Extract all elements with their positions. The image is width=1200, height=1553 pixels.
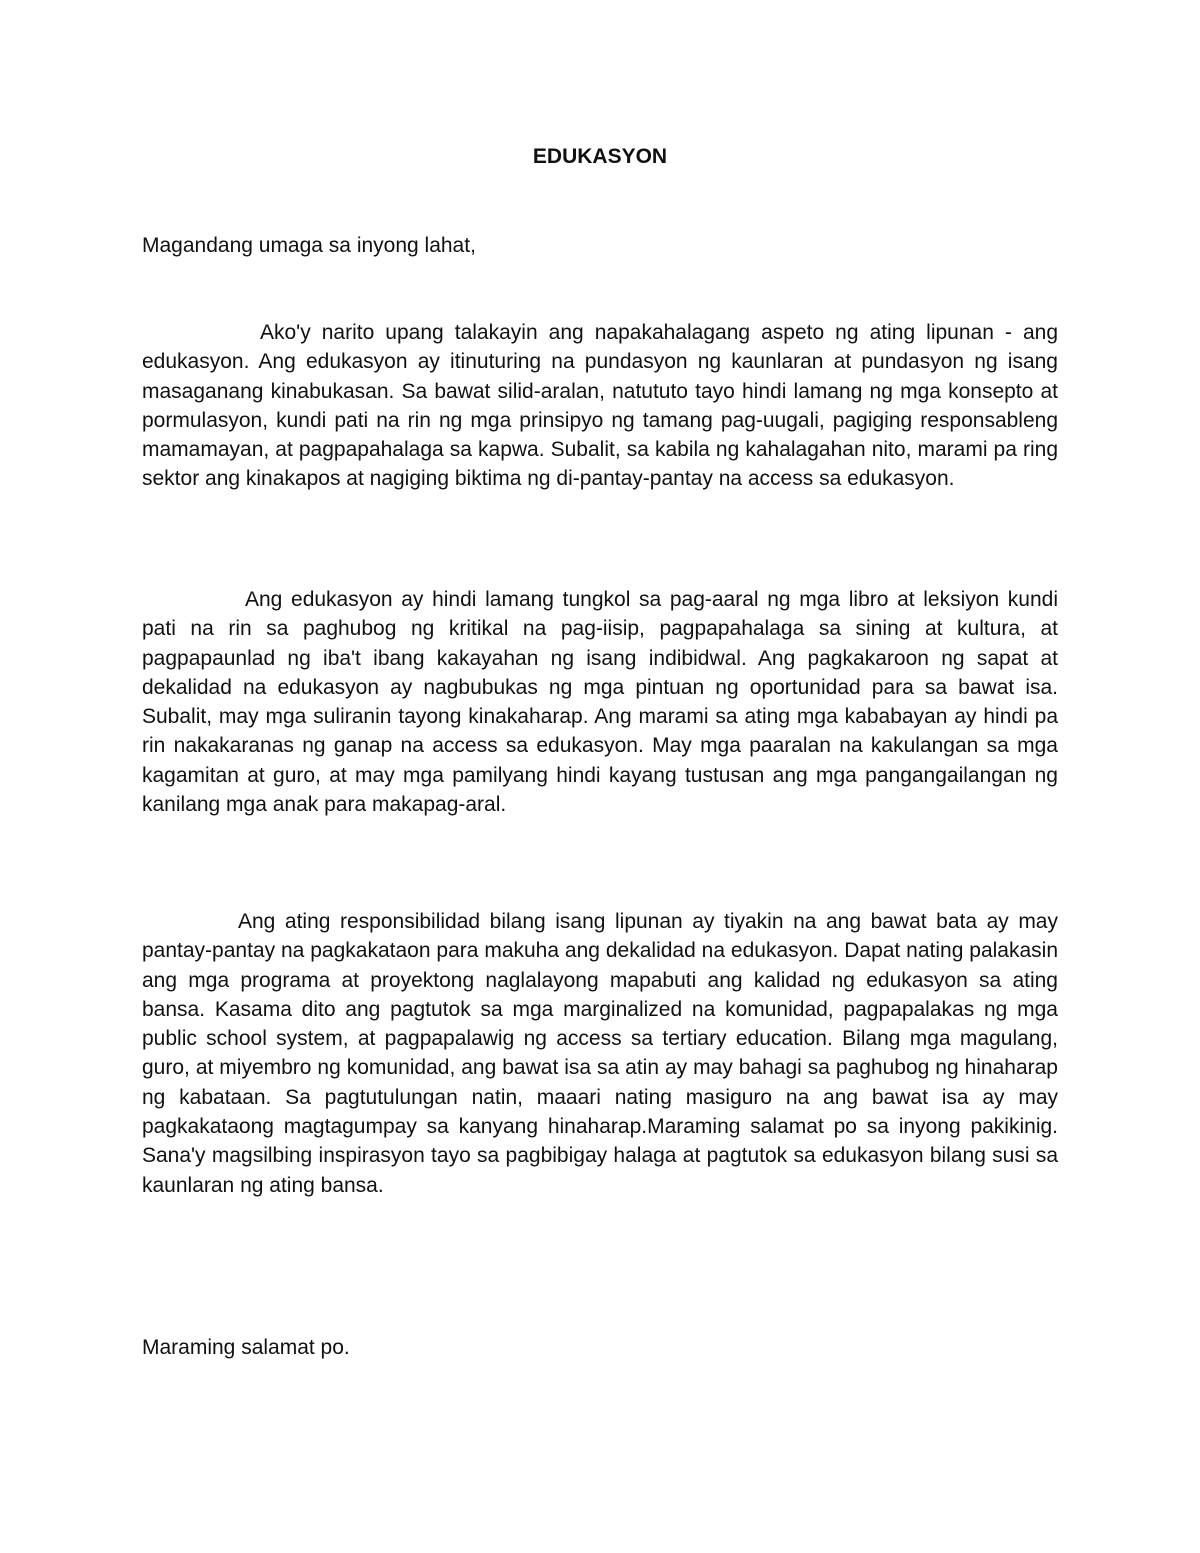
paragraph-2: Ang edukasyon ay hindi lamang tungkol sa pag-aaral ng mga libro at leksiyon kundi pati na rin sa paghubog ng kritikal na pag-iisip, pagpapahalaga sa sining at kultura, at pagpapaunlad ng iba't ibang kakayahan ng isang indibidwal. Ang pagkakaroon ng sapat at dekalidad na edukasyon ay nagbubukas ng mga pintuan ng oportunidad para sa bawat isa. Subalit, may mga suliranin tayong kinakaharap. Ang marami sa ating mga kababayan ay hindi pa rin nakakaranas ng ganap na access sa edukasyon. May mga paaralan na kakulangan sa mga kagamitan at guro, at may mga pamilyang hindi kayang tustusan ang mga pangangailangan ng kanilang mga anak para makapag-aral. xyxy=(142,588,1058,817)
closing-line: Maraming salamat po. xyxy=(142,1336,350,1359)
paragraph-3: Ang ating responsibilidad bilang isang lipunan ay tiyakin na ang bawat bata ay may pantay-pantay na pagkakataon para makuha ang dekalidad na edukasyon. Dapat nating palakasin ang mga programa at proyektong naglalayong mapabuti ang kalidad ng edukasyon sa ating bansa. Kasama dito ang pagtutok sa mga marginalized na komunidad, pagpapalakas ng mga public school system, at pagpapalawig ng access sa tertiary education. Bilang mga magulang, guro, at miyembro ng komunidad, ang bawat isa sa atin ay may bahagi sa paghubog ng hinaharap ng kabataan. Sa pagtutulungan natin, maaari nating masiguro na ang bawat isa ay may pagkakataong magtagumpay sa kanyang hinaharap.Maraming salamat po sa inyong pakikinig. Sana'y magsilbing inspirasyon tayo sa pagbibigay halaga at pagtutok sa edukasyon bilang susi sa kaunlaran ng ating bansa. xyxy=(142,910,1058,1197)
document-title: EDUKASYON xyxy=(532,145,668,168)
greeting-line: Magandang umaga sa inyong lahat, xyxy=(142,234,476,257)
paragraph-1: Ako'y narito upang talakayin ang napakahalagang aspeto ng ating lipunan - ang edukasyon. Ang edukasyon ay itinuturing na pundasyon ng kaunlaran at pundasyon ng isang masaganang kinabukasan. Sa bawat silid-aralan, natututo tayo hindi lamang ng mga konsepto at pormulasyon, kundi pati na rin ng mga prinsipyo ng tamang pag-uugali, pagiging responsableng mamamayan, at pagpapahalaga sa kapwa. Subalit, sa kabila ng kahalagahan nito, marami pa ring sektor ang kinakapos at nagiging biktima ng di-pantay-pantay na access sa edukasyon. xyxy=(142,321,1058,491)
